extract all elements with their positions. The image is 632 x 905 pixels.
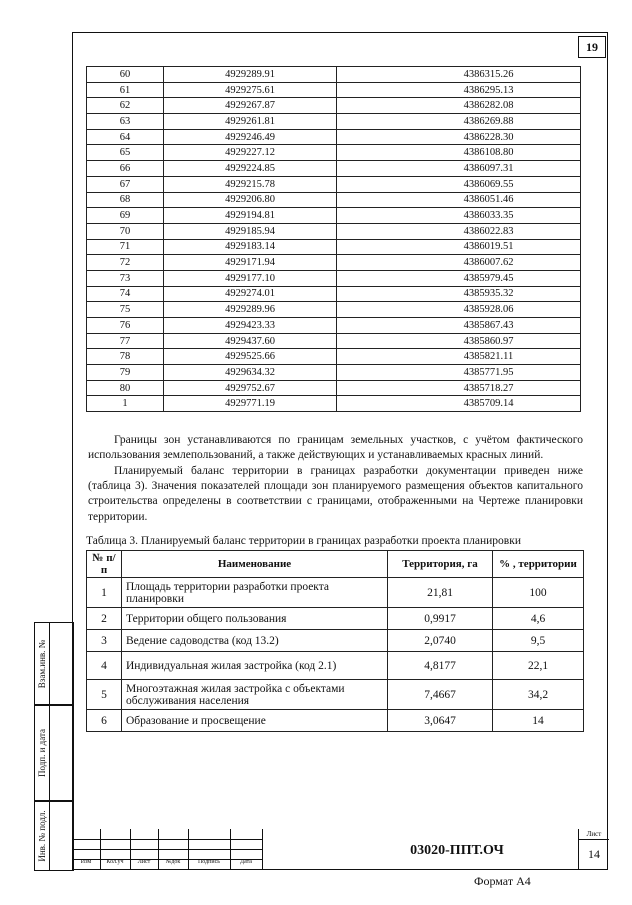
row-number: 2	[87, 608, 122, 630]
x-coordinate: 4929771.19	[164, 396, 337, 412]
y-coordinate: 4385709.14	[337, 396, 581, 412]
row-territory: 21,81	[388, 578, 493, 608]
point-number: 63	[87, 114, 164, 130]
x-coordinate: 4929423.33	[164, 318, 337, 334]
table-row	[87, 302, 581, 318]
table-row	[87, 114, 581, 130]
y-coordinate: 4386069.55	[337, 176, 581, 192]
row-percent: 4,6	[493, 608, 584, 630]
point-number: 71	[87, 239, 164, 255]
point-number: 79	[87, 365, 164, 381]
table-row	[87, 365, 581, 381]
point-number: 80	[87, 380, 164, 396]
x-coordinate: 4929275.61	[164, 82, 337, 98]
table-row	[87, 349, 581, 365]
row-name: Ведение садоводства (код 13.2)	[122, 630, 388, 652]
table-row	[87, 98, 581, 114]
y-coordinate: 4386007.62	[337, 255, 581, 271]
row-name: Индивидуальная жилая застройка (код 2.1)	[122, 652, 388, 680]
row-territory: 4,8177	[388, 652, 493, 680]
stamp-header-change: Изм	[80, 859, 92, 865]
x-coordinate: 4929206.80	[164, 192, 337, 208]
row-name: Многоэтажная жилая застройка с объектами обслуживания населения	[122, 680, 388, 710]
y-coordinate: 4386022.83	[337, 223, 581, 239]
table-row	[87, 270, 581, 286]
table-caption: Таблица 3. Планируемый баланс территории в границах разработки проекта планировки	[86, 535, 521, 547]
coordinates-table	[86, 66, 581, 412]
table-row	[87, 333, 581, 349]
x-coordinate: 4929274.01	[164, 286, 337, 302]
point-number: 66	[87, 161, 164, 177]
x-coordinate: 4929171.94	[164, 255, 337, 271]
point-number: 77	[87, 333, 164, 349]
y-coordinate: 4386228.30	[337, 129, 581, 145]
table-row	[87, 380, 581, 396]
y-coordinate: 4386295.13	[337, 82, 581, 98]
table-row	[87, 145, 581, 161]
balance-table	[86, 550, 584, 732]
row-number: 3	[87, 630, 122, 652]
point-number: 68	[87, 192, 164, 208]
point-number: 75	[87, 302, 164, 318]
y-coordinate: 4386097.31	[337, 161, 581, 177]
x-coordinate: 4929215.78	[164, 176, 337, 192]
x-coordinate: 4929246.49	[164, 129, 337, 145]
page-number: 19	[578, 36, 606, 58]
y-coordinate: 4386033.35	[337, 208, 581, 224]
header-percent: % , территории	[493, 551, 584, 578]
stamp-header-signature: Подпись	[197, 859, 221, 865]
point-number: 74	[87, 286, 164, 302]
table-row	[87, 680, 584, 710]
point-number: 76	[87, 318, 164, 334]
y-coordinate: 4386269.88	[337, 114, 581, 130]
x-coordinate: 4929525.66	[164, 349, 337, 365]
x-coordinate: 4929224.85	[164, 161, 337, 177]
table-row	[87, 161, 581, 177]
side-stamp-inv-replace: Взам.инв. №	[34, 622, 74, 706]
row-territory: 2,0740	[388, 630, 493, 652]
table-row	[87, 710, 584, 732]
y-coordinate: 4385979.45	[337, 270, 581, 286]
header-number: № п/п	[87, 551, 122, 578]
y-coordinate: 4385860.97	[337, 333, 581, 349]
point-number: 60	[87, 67, 164, 83]
point-number: 67	[87, 176, 164, 192]
point-number: 65	[87, 145, 164, 161]
point-number: 70	[87, 223, 164, 239]
table-row	[87, 608, 584, 630]
point-number: 1	[87, 396, 164, 412]
table-row	[87, 255, 581, 271]
x-coordinate: 4929437.60	[164, 333, 337, 349]
y-coordinate: 4386108.80	[337, 145, 581, 161]
row-number: 5	[87, 680, 122, 710]
x-coordinate: 4929289.96	[164, 302, 337, 318]
paragraph-boundaries: Границы зон устанавливаются по границам земельных участков, с учётом фактического использования землепользований, а также действующих и устанавливаемых красных линий.	[88, 434, 583, 462]
x-coordinate: 4929183.14	[164, 239, 337, 255]
row-percent: 100	[493, 578, 584, 608]
row-name: Территории общего пользования	[122, 608, 388, 630]
side-stamp-inv-original: Инв. № подл.	[34, 800, 74, 871]
y-coordinate: 4386315.26	[337, 67, 581, 83]
header-territory: Территория, га	[388, 551, 493, 578]
point-number: 72	[87, 255, 164, 271]
row-percent: 14	[493, 710, 584, 732]
table-row	[87, 208, 581, 224]
table-row	[87, 223, 581, 239]
document-code: 03020-ППТ.ОЧ	[410, 843, 504, 858]
side-stamp-signature-date: Подп. и дата	[34, 704, 74, 802]
row-territory: 3,0647	[388, 710, 493, 732]
x-coordinate: 4929634.32	[164, 365, 337, 381]
title-block	[72, 829, 608, 869]
row-number: 4	[87, 652, 122, 680]
x-coordinate: 4929227.12	[164, 145, 337, 161]
table-row	[87, 396, 581, 412]
row-territory: 7,4667	[388, 680, 493, 710]
table-row	[87, 239, 581, 255]
row-name: Площадь территории разработки проекта планировки	[122, 578, 388, 608]
row-percent: 9,5	[493, 630, 584, 652]
point-number: 69	[87, 208, 164, 224]
stamp-header-date: Дата	[240, 859, 252, 865]
y-coordinate: 4385718.27	[337, 380, 581, 396]
y-coordinate: 4386051.46	[337, 192, 581, 208]
y-coordinate: 4385867.43	[337, 318, 581, 334]
x-coordinate: 4929261.81	[164, 114, 337, 130]
table-row	[87, 192, 581, 208]
x-coordinate: 4929289.91	[164, 67, 337, 83]
stamp-header-doc: №док	[165, 859, 181, 865]
row-name: Образование и просвещение	[122, 710, 388, 732]
table-row	[87, 67, 581, 83]
point-number: 61	[87, 82, 164, 98]
point-number: 64	[87, 129, 164, 145]
table-row	[87, 578, 584, 608]
sheet-number: 14	[588, 847, 600, 861]
stamp-header-sheet: Лист	[137, 859, 151, 865]
paragraph-balance-intro: Планируемый баланс территории в границах разработки документации приведен ниже (таблица 3). Значения показателей площади зон планируемого размещения объектов капитального строительства определены в соответствии с границами, отображенными на Чертеже планировки территории.	[88, 465, 583, 523]
row-number: 6	[87, 710, 122, 732]
point-number: 62	[87, 98, 164, 114]
table-row	[87, 129, 581, 145]
point-number: 73	[87, 270, 164, 286]
y-coordinate: 4385928.06	[337, 302, 581, 318]
row-percent: 34,2	[493, 680, 584, 710]
x-coordinate: 4929185.94	[164, 223, 337, 239]
row-number: 1	[87, 578, 122, 608]
table-row	[87, 318, 581, 334]
y-coordinate: 4386019.51	[337, 239, 581, 255]
table-row	[87, 652, 584, 680]
table-row	[87, 82, 581, 98]
format-label: Формат А4	[474, 874, 531, 888]
table-row	[87, 176, 581, 192]
x-coordinate: 4929177.10	[164, 270, 337, 286]
y-coordinate: 4386282.08	[337, 98, 581, 114]
row-percent: 22,1	[493, 652, 584, 680]
stamp-header-count: Кол.уч	[106, 859, 124, 865]
row-territory: 0,9917	[388, 608, 493, 630]
x-coordinate: 4929194.81	[164, 208, 337, 224]
y-coordinate: 4385821.11	[337, 349, 581, 365]
header-name: Наименование	[122, 551, 388, 578]
y-coordinate: 4385771.95	[337, 365, 581, 381]
sheet-label: Лист	[579, 829, 609, 840]
table-row	[87, 630, 584, 652]
y-coordinate: 4385935.32	[337, 286, 581, 302]
point-number: 78	[87, 349, 164, 365]
table-row	[87, 286, 581, 302]
x-coordinate: 4929752.67	[164, 380, 337, 396]
x-coordinate: 4929267.87	[164, 98, 337, 114]
